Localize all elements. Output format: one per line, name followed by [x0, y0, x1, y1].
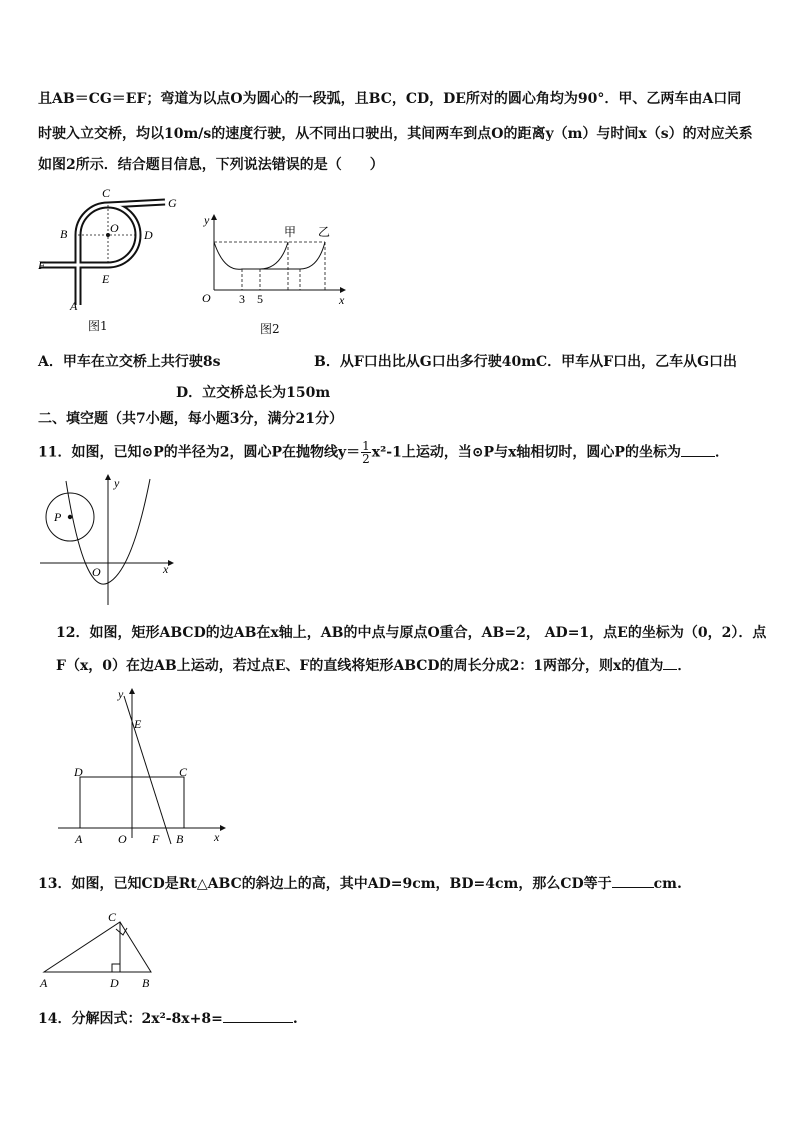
q11-label-x: x [163, 562, 169, 576]
q13-label-a: A [40, 976, 48, 990]
fig1-label-d: D [144, 228, 153, 242]
q12-label-x: x [214, 830, 220, 844]
figure-2-caption: 图2 [260, 322, 280, 336]
q13-label-c: C [108, 910, 117, 924]
q11-label-p: P [54, 510, 62, 524]
intro-line-2: 时驶入立交桥，均以10m/s的速度行驶，从不同出口驶出，其间两车到点O的距离y（m）与时间x（s）的对应关系 [38, 126, 753, 142]
figure-1-interchange [30, 185, 190, 320]
figure-2-graph [200, 212, 350, 312]
question-13: 13．如图，已知CD是Rt△ABC的斜边上的高，其中AD=9cm，BD=4cm，那么CD等于 cm. [38, 873, 682, 893]
intro-line-1: 且AB＝CG＝EF；弯道为以点O为圆心的一段弧，且BC，CD，DE所对的圆心角均为90°．甲、乙两车由A口同 [38, 91, 742, 107]
fig1-label-b: B [60, 227, 68, 241]
fig1-label-a: A [70, 299, 78, 313]
question-12-line-1: 12．如图，矩形ABCD的边AB在x轴上，AB的中点与原点O重合，AB=2， AD=1，点E的坐标为（0，2）．点 [56, 625, 767, 641]
q11-figure [38, 475, 178, 610]
q14-answer-blank[interactable] [223, 1008, 293, 1023]
q11-suffix: x²-1上运动，当⊙P与x轴相切时，圆心P的坐标为 [371, 444, 681, 461]
q11-label-o: O [92, 565, 101, 579]
q13-answer-blank[interactable] [612, 873, 654, 888]
intro-line-3: 如图2所示．结合题目信息，下列说法错误的是（ ） [38, 157, 384, 173]
fig2-label-y: y [204, 213, 210, 227]
q12-answer-blank[interactable] [663, 655, 677, 670]
q13-figure [38, 905, 163, 990]
q11-fraction: $\frac{1}{2}$ [362, 439, 370, 466]
q11-label-y: y [114, 476, 120, 490]
q11-prefix: 11．如图，已知⊙P的半径为2，圆心P在抛物线y＝ [38, 444, 361, 461]
fig1-label-g: G [168, 196, 177, 210]
section-2-header: 二、填空题（共7小题，每小题3分，满分21分） [38, 411, 343, 427]
option-b-c: B．从F口出比从G口出多行驶40mC．甲车从F口出，乙车从G口出 [314, 354, 738, 370]
question-11: 11．如图，已知⊙P的半径为2，圆心P在抛物线y＝ $\frac{1}{2}$ x²-1上运动，当⊙P与x轴相切时，圆心P的坐标为 ． [38, 439, 729, 466]
q12-label-y: y [118, 687, 124, 701]
q13-label-d: D [110, 976, 119, 990]
q12-label-c: C [179, 765, 188, 779]
fig2-label-x: x [339, 293, 345, 307]
q13-label-b: B [142, 976, 150, 990]
question-12-line-2: F（x，0）在边AB上运动，若过点E、F的直线将矩形ABCD的周长分成2：1两部分，则x的值为 ． [56, 655, 691, 675]
q12-label-e: E [134, 717, 142, 731]
fig2-label-o: O [202, 291, 211, 305]
fig1-label-c: C [102, 186, 111, 200]
figure-1-caption: 图1 [88, 319, 108, 333]
q12-label-b: B [176, 832, 184, 846]
fig1-label-o: O [110, 221, 119, 235]
fig1-label-f: F [38, 258, 46, 272]
q12-label-o: O [118, 832, 127, 846]
q11-answer-blank[interactable] [681, 442, 715, 457]
q12-label-f: F [152, 832, 160, 846]
option-d: D．立交桥总长为150m [176, 385, 331, 401]
q12-label-a: A [75, 832, 83, 846]
fig2-tick-5: 5 [257, 292, 263, 306]
option-a: A．甲车在立交桥上共行驶8s [38, 354, 221, 370]
fig2-tick-3: 3 [239, 292, 245, 306]
fig2-label-jia: 甲 [284, 225, 297, 239]
fig1-label-e: E [102, 272, 110, 286]
question-14: 14．分解因式：2x²-8x+8= . [38, 1008, 298, 1028]
q12-label-d: D [74, 765, 83, 779]
q12-figure [58, 688, 233, 848]
fig2-label-yi: 乙 [318, 225, 331, 239]
